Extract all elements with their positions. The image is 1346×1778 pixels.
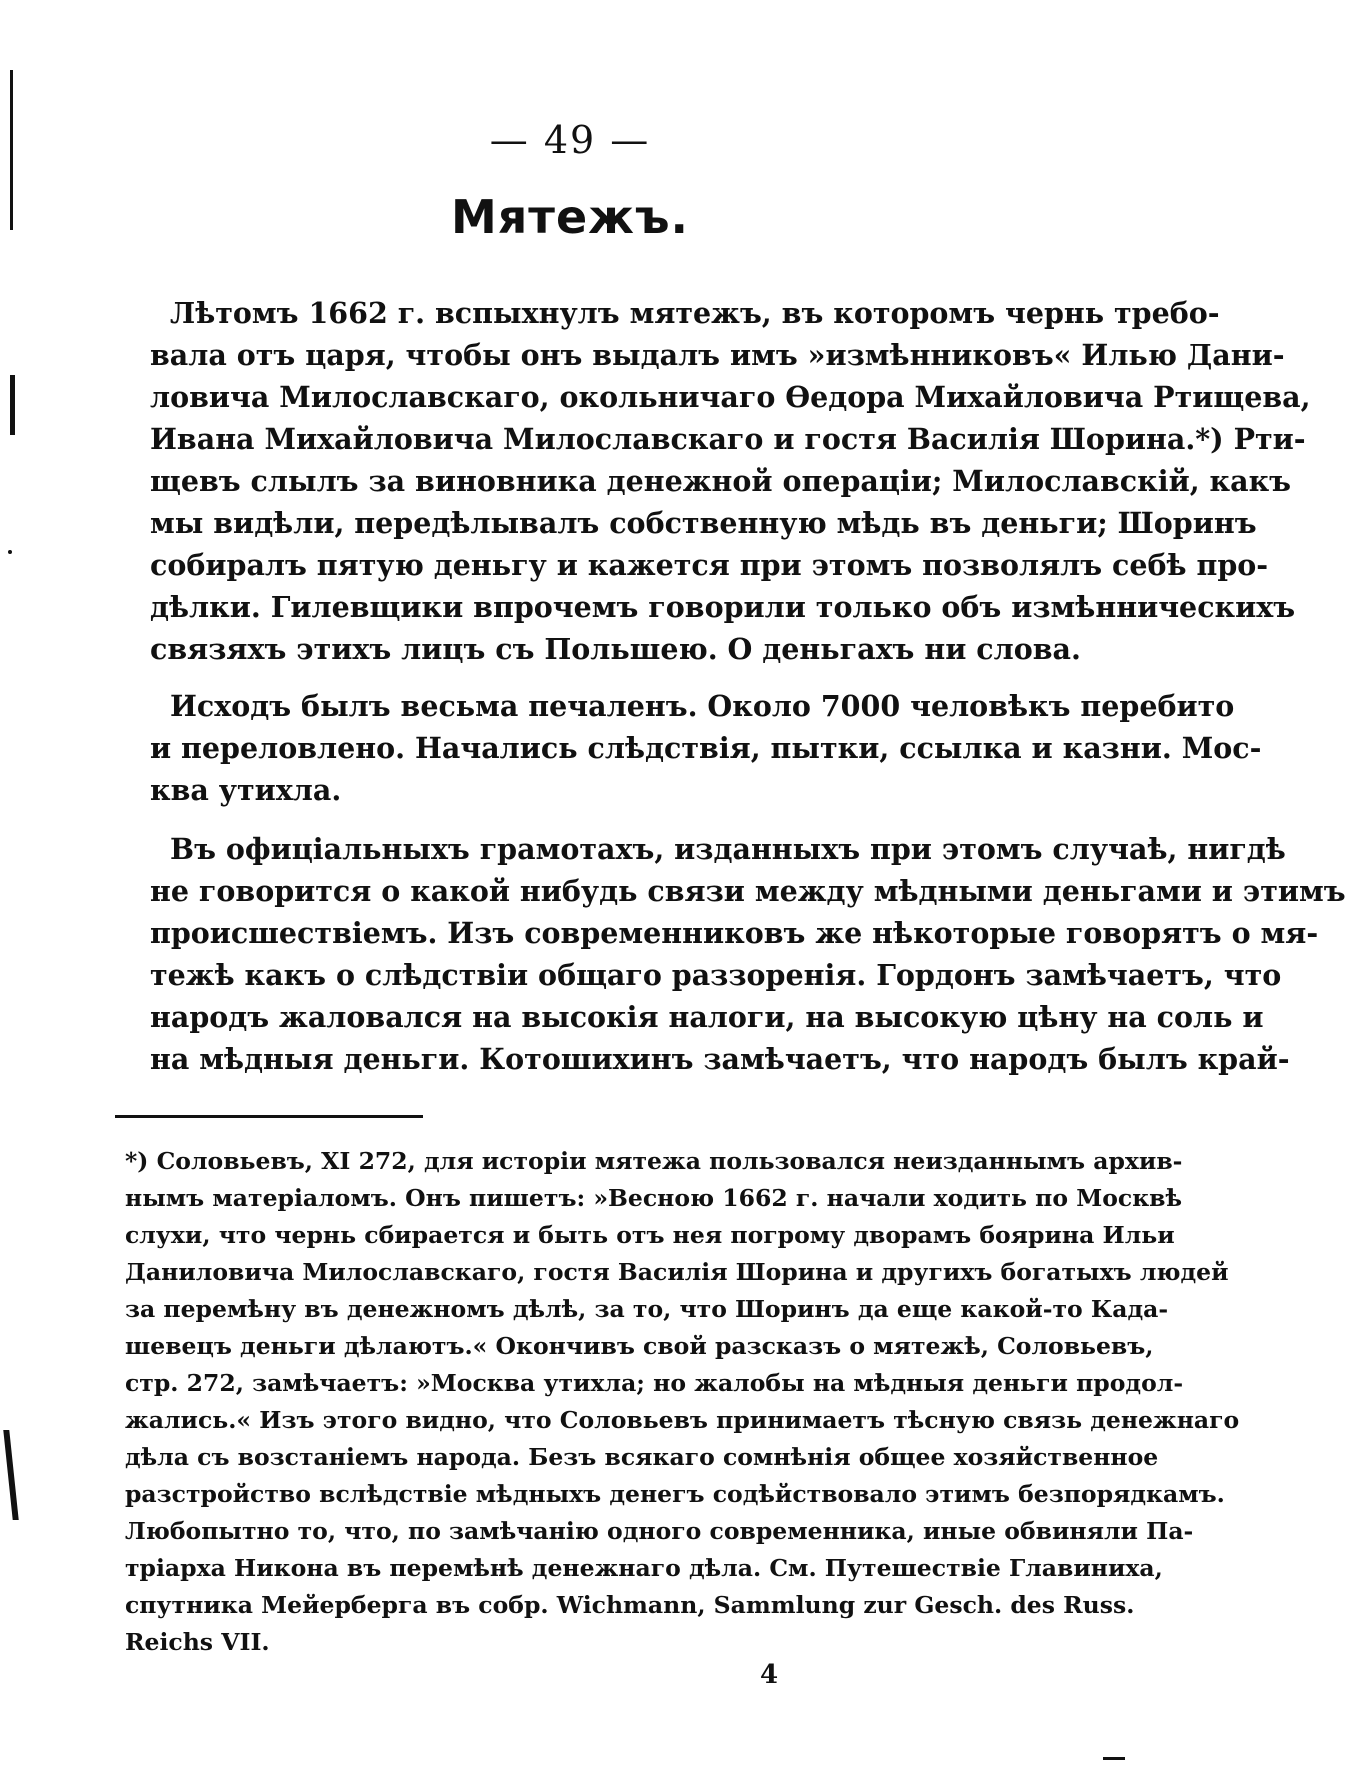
footnote-line: нымъ матеріаломъ. Онъ пишетъ: »Весною 1662 г. начали ходить по Москвѣ [125, 1184, 1183, 1212]
text-line: вала отъ царя, чтобы онъ выдалъ имъ »измѣнниковъ« Илью Дани- [150, 338, 1285, 372]
text-line: мы видѣли, передѣлывалъ собственную мѣдь въ деньги; Шоринъ [150, 506, 1257, 540]
footnote-line: за перемѣну въ денежномъ дѣлѣ, за то, что Шоринъ да еще какой-то Када- [125, 1295, 1169, 1323]
footnote-line: Даниловича Милославскаго, гостя Василія Шорина и другихъ богатыхъ людей [125, 1258, 1229, 1286]
text-line: тежѣ какъ о слѣдствіи общаго раззоренія. Гордонъ замѣчаетъ, что [150, 958, 1282, 992]
text-line: щевъ слылъ за виновника денежной операціи; Милославскій, какъ [150, 464, 1292, 498]
text-line: не говорится о какой нибудь связи между мѣдными деньгами и этимъ [150, 874, 1346, 908]
scan-artifact [3, 1430, 18, 1520]
footnote-line: Reichs VII. [125, 1628, 270, 1656]
text-line: дѣлки. Гилевщики впрочемъ говорили только объ измѣнническихъ [150, 590, 1296, 624]
text-line: на мѣдныя деньги. Котошихинъ замѣчаетъ, что народъ былъ край- [150, 1042, 1290, 1076]
footnote-line: слухи, что чернь сбирается и быть отъ нея погрому дворамъ боярина Ильи [125, 1221, 1175, 1249]
footnote [125, 1143, 1240, 1661]
section-heading: Мятежъ. [451, 190, 689, 244]
text-line: и переловлено. Начались слѣдствія, пытки, ссылка и казни. Мос- [150, 731, 1262, 765]
text-line: ква утихла. [150, 773, 342, 807]
paragraph [150, 828, 1346, 1080]
footnote-line: спутника Мейерберга въ собр. Wichmann, Sammlung zur Gesch. des Russ. [125, 1591, 1135, 1619]
scan-artifact [1103, 1757, 1125, 1760]
footnote-line: жались.« Изъ этого видно, что Соловьевъ принимаетъ тѣсную связь денежнаго [125, 1406, 1240, 1434]
footnote-line: тріарха Никона въ перемѣнѣ денежнаго дѣла. См. Путешествіе Главиниха, [125, 1554, 1163, 1582]
text-line: Исходъ былъ весьма печаленъ. Около 7000 человѣкъ перебито [170, 689, 1235, 723]
scan-artifact [10, 375, 15, 435]
footnote-line: шевецъ деньги дѣлаютъ.« Окончивъ свой разсказъ о мятежѣ, Соловьевъ, [125, 1332, 1154, 1360]
paragraph [150, 685, 1262, 811]
text-line: Лѣтомъ 1662 г. вспыхнулъ мятежъ, въ которомъ чернь требо- [170, 296, 1220, 330]
scan-artifact [8, 550, 12, 554]
footnote-line: Любопытно то, что, по замѣчанію одного современника, иные обвиняли Па- [125, 1517, 1194, 1545]
page-number: — 49 — [489, 118, 651, 162]
footnote-line: дѣла съ возстаніемъ народа. Безъ всякаго сомнѣнія общее хозяйственное [125, 1443, 1159, 1471]
text-line: Ивана Михайловича Милославскаго и гостя Василія Шорина.*) Рти- [150, 422, 1306, 456]
signature-mark: 4 [760, 1660, 779, 1690]
text-line: собиралъ пятую деньгу и кажется при этомъ позволялъ себѣ про- [150, 548, 1269, 582]
text-line: народъ жаловался на высокія налоги, на высокую цѣну на соль и [150, 1000, 1264, 1034]
text-line: Въ офиціальныхъ грамотахъ, изданныхъ при этомъ случаѣ, нигдѣ [170, 832, 1286, 866]
paragraph [150, 292, 1311, 670]
text-line: ловича Милославскаго, окольничаго Ѳедора Михайловича Ртищева, [150, 380, 1311, 414]
text-line: происшествіемъ. Изъ современниковъ же нѣкоторые говорятъ о мя- [150, 916, 1319, 950]
footnote-line: разстройство вслѣдствіе мѣдныхъ денегъ содѣйствовало этимъ безпорядкамъ. [125, 1480, 1225, 1508]
text-line: связяхъ этихъ лицъ съ Польшею. О деньгахъ ни слова. [150, 632, 1081, 666]
footnote-line: *) Соловьевъ, XI 272, для исторіи мятежа пользовался неизданнымъ архив- [125, 1147, 1183, 1175]
footnote-line: стр. 272, замѣчаетъ: »Москва утихла; но жалобы на мѣдныя деньги продол- [125, 1369, 1184, 1397]
footnote-divider [115, 1115, 423, 1118]
